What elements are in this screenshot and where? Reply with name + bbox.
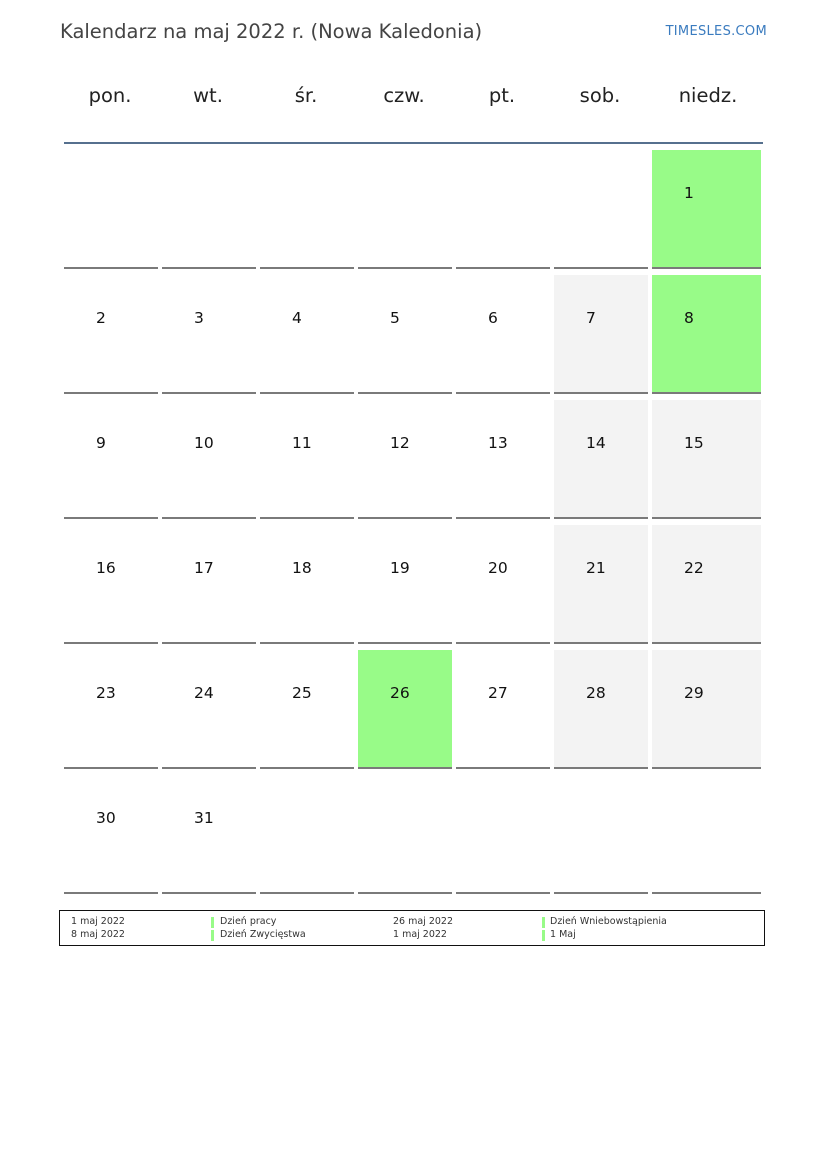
- weekday-mon: pon.: [88, 84, 132, 107]
- cell-bottom-rule: [260, 517, 354, 519]
- cell-bottom-rule: [554, 892, 648, 894]
- cell-bottom-rule: [652, 642, 761, 644]
- empty-day-cell: [260, 150, 354, 269]
- day-cell: [456, 275, 550, 394]
- day-cell: [358, 275, 452, 394]
- cell-bottom-rule: [260, 392, 354, 394]
- cell-bottom-rule: [162, 392, 256, 394]
- day-number: 15: [684, 434, 704, 452]
- day-cell: [162, 525, 256, 644]
- cell-bottom-rule: [64, 767, 158, 769]
- cell-bottom-rule: [456, 642, 550, 644]
- day-cell: [554, 650, 648, 769]
- day-number: 14: [586, 434, 606, 452]
- cell-bottom-rule: [456, 892, 550, 894]
- cell-bottom-rule: [358, 642, 452, 644]
- day-number: 13: [488, 434, 508, 452]
- empty-day-cell: [358, 775, 452, 894]
- day-cell: [652, 150, 761, 269]
- day-number: 23: [96, 684, 116, 702]
- day-cell: [358, 525, 452, 644]
- day-cell: [64, 775, 158, 894]
- header-divider: [64, 142, 763, 144]
- legend-date: 1 maj 2022: [71, 916, 125, 927]
- cell-bottom-rule: [358, 392, 452, 394]
- page-title: Kalendarz na maj 2022 r. (Nowa Kaledonia): [60, 20, 483, 43]
- cell-bottom-rule: [260, 642, 354, 644]
- day-number: 12: [390, 434, 410, 452]
- cell-bottom-rule: [64, 517, 158, 519]
- day-number: 3: [194, 309, 204, 327]
- cell-bottom-rule: [358, 767, 452, 769]
- day-cell: [162, 275, 256, 394]
- cell-bottom-rule: [162, 642, 256, 644]
- day-number: 4: [292, 309, 302, 327]
- cell-bottom-rule: [260, 892, 354, 894]
- weekday-wed: śr.: [294, 84, 318, 107]
- cell-bottom-rule: [162, 267, 256, 269]
- day-cell: [652, 525, 761, 644]
- day-number: 16: [96, 559, 116, 577]
- weekday-sat: sob.: [579, 84, 621, 107]
- day-number: 5: [390, 309, 400, 327]
- legend-holiday-marker: [211, 930, 214, 941]
- weekday-thu: czw.: [383, 84, 425, 107]
- day-cell: [554, 400, 648, 519]
- empty-day-cell: [162, 150, 256, 269]
- day-cell: [358, 400, 452, 519]
- cell-bottom-rule: [652, 267, 761, 269]
- day-number: 22: [684, 559, 704, 577]
- empty-day-cell: [358, 150, 452, 269]
- day-number: 11: [292, 434, 312, 452]
- day-cell: [456, 400, 550, 519]
- cell-bottom-rule: [260, 267, 354, 269]
- legend-holiday-name: Dzień Zwycięstwa: [220, 929, 306, 940]
- empty-day-cell: [456, 775, 550, 894]
- empty-day-cell: [260, 775, 354, 894]
- day-cell: [260, 525, 354, 644]
- cell-bottom-rule: [64, 392, 158, 394]
- cell-bottom-rule: [456, 767, 550, 769]
- legend-holiday-name: Dzień Wniebowstąpienia: [550, 916, 667, 927]
- day-number: 1: [684, 184, 694, 202]
- day-number: 30: [96, 809, 116, 827]
- day-number: 26: [390, 684, 410, 702]
- day-number: 19: [390, 559, 410, 577]
- day-cell: [554, 275, 648, 394]
- day-number: 25: [292, 684, 312, 702]
- day-cell: [456, 525, 550, 644]
- day-number: 6: [488, 309, 498, 327]
- day-number: 7: [586, 309, 596, 327]
- weekday-fri: pt.: [488, 84, 516, 107]
- day-cell: [652, 650, 761, 769]
- day-cell: [554, 525, 648, 644]
- day-number: 8: [684, 309, 694, 327]
- legend-date: 1 maj 2022: [393, 929, 447, 940]
- day-number: 9: [96, 434, 106, 452]
- cell-bottom-rule: [358, 517, 452, 519]
- legend-holiday-name: 1 Maj: [550, 929, 576, 940]
- day-cell: [652, 400, 761, 519]
- day-number: 31: [194, 809, 214, 827]
- empty-day-cell: [456, 150, 550, 269]
- cell-bottom-rule: [162, 517, 256, 519]
- cell-bottom-rule: [64, 267, 158, 269]
- day-cell: [456, 650, 550, 769]
- day-cell: [162, 400, 256, 519]
- cell-bottom-rule: [64, 642, 158, 644]
- weekday-tue: wt.: [193, 84, 223, 107]
- cell-bottom-rule: [554, 267, 648, 269]
- cell-bottom-rule: [554, 767, 648, 769]
- cell-bottom-rule: [456, 267, 550, 269]
- cell-bottom-rule: [652, 392, 761, 394]
- weekday-header: [63, 84, 763, 124]
- day-number: 29: [684, 684, 704, 702]
- day-cell: [64, 525, 158, 644]
- day-number: 28: [586, 684, 606, 702]
- day-number: 10: [194, 434, 214, 452]
- day-number: 18: [292, 559, 312, 577]
- holiday-legend: [59, 910, 765, 946]
- day-number: 24: [194, 684, 214, 702]
- legend-holiday-marker: [542, 917, 545, 928]
- legend-date: 8 maj 2022: [71, 929, 125, 940]
- cell-bottom-rule: [162, 767, 256, 769]
- brand-link[interactable]: TIMESLES.COM: [665, 24, 767, 39]
- cell-bottom-rule: [358, 892, 452, 894]
- cell-bottom-rule: [358, 267, 452, 269]
- cell-bottom-rule: [162, 892, 256, 894]
- empty-day-cell: [554, 150, 648, 269]
- day-cell: [260, 275, 354, 394]
- day-cell: [652, 275, 761, 394]
- empty-day-cell: [652, 775, 761, 894]
- cell-bottom-rule: [64, 892, 158, 894]
- legend-holiday-marker: [211, 917, 214, 928]
- day-cell: [260, 400, 354, 519]
- weekday-sun: niedz.: [678, 84, 738, 107]
- cell-bottom-rule: [554, 392, 648, 394]
- cell-bottom-rule: [456, 517, 550, 519]
- cell-bottom-rule: [652, 767, 761, 769]
- cell-bottom-rule: [456, 392, 550, 394]
- empty-day-cell: [64, 150, 158, 269]
- day-number: 20: [488, 559, 508, 577]
- day-number: 21: [586, 559, 606, 577]
- day-cell: [64, 650, 158, 769]
- empty-day-cell: [554, 775, 648, 894]
- cell-bottom-rule: [554, 517, 648, 519]
- day-cell: [162, 650, 256, 769]
- legend-holiday-name: Dzień pracy: [220, 916, 277, 927]
- day-number: 27: [488, 684, 508, 702]
- day-cell: [260, 650, 354, 769]
- day-cell: [64, 275, 158, 394]
- cell-bottom-rule: [260, 767, 354, 769]
- cell-bottom-rule: [652, 892, 761, 894]
- day-cell: [358, 650, 452, 769]
- legend-date: 26 maj 2022: [393, 916, 454, 927]
- day-number: 17: [194, 559, 214, 577]
- cell-bottom-rule: [554, 642, 648, 644]
- legend-holiday-marker: [542, 930, 545, 941]
- day-number: 2: [96, 309, 106, 327]
- day-cell: [64, 400, 158, 519]
- cell-bottom-rule: [652, 517, 761, 519]
- day-cell: [162, 775, 256, 894]
